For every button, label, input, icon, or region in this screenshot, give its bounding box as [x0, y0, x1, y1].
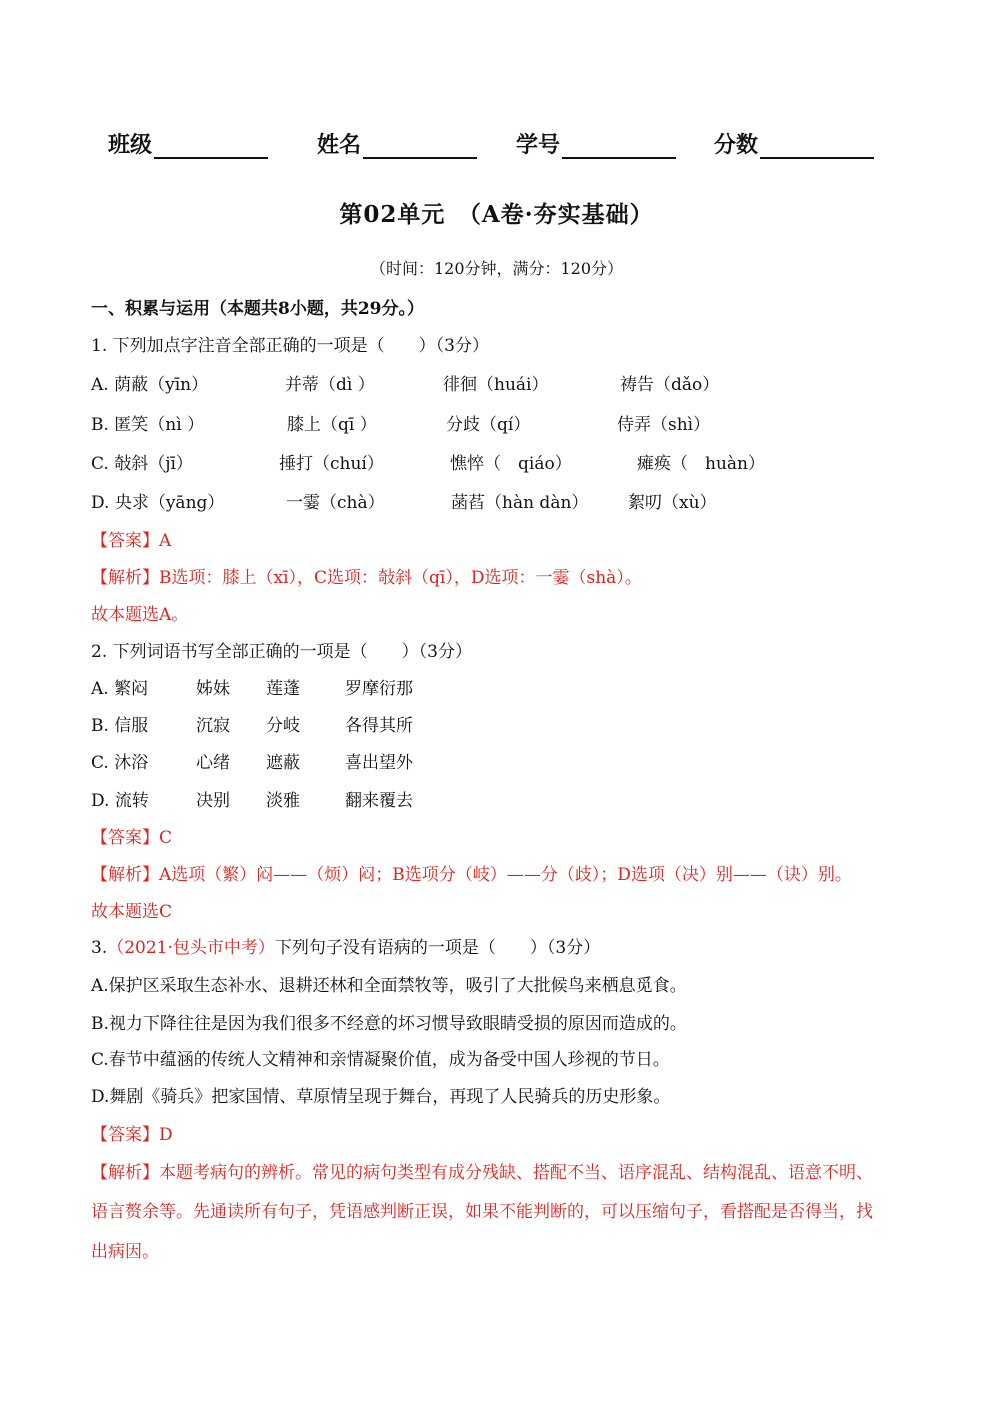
q2-option-d-3: 淡雅 — [266, 791, 300, 811]
number-field — [516, 128, 676, 159]
q2-option-b-1: B. 信服 — [91, 716, 149, 736]
score-blank[interactable] — [760, 131, 874, 159]
q2-option-c-3: 遮蔽 — [266, 753, 300, 773]
class-label: 班级 — [108, 132, 153, 158]
q2-option-a-3: 莲蓬 — [266, 679, 300, 699]
q1-option-d-2: 一霎（chà） — [286, 493, 385, 513]
q2-option-b-4: 各得其所 — [345, 716, 413, 736]
q1-option-d-4: 絮叨（xù） — [628, 493, 717, 513]
page-title: 第02单元 （A卷·夯实基础） — [339, 201, 654, 228]
q2-option-a-4: 罗摩衍那 — [345, 679, 413, 699]
number-blank[interactable] — [562, 131, 676, 159]
question-3-analysis-line-3: 出病因。 — [91, 1242, 159, 1262]
q1-option-d-1: D. 央求（yāng） — [91, 493, 225, 513]
name-blank[interactable] — [363, 131, 477, 159]
exam-time-info: （时间：120分钟，满分：120分） — [369, 259, 624, 278]
q1-option-a-1: A. 荫蔽（yīn） — [91, 375, 209, 395]
q1-option-a-2: 并蒂（dì ） — [285, 375, 375, 395]
question-1-answer: 【答案】A — [91, 531, 172, 551]
q2-option-b-2: 沉寂 — [196, 716, 230, 736]
question-3-number: 3. — [91, 938, 108, 958]
q2-option-c-4: 喜出望外 — [345, 753, 413, 773]
question-1-analysis: 【解析】B选项：膝上（xī），C选项：敧斜（qī），D选项：一霎（shà）。 — [91, 568, 642, 588]
q3-option-b: B.视力下降往往是因为我们很多不经意的坏习惯导致眼睛受损的原因而造成的。 — [91, 1014, 687, 1034]
question-1-conclusion: 故本题选A。 — [91, 605, 189, 625]
q1-option-a-3: 徘徊（huái） — [443, 375, 549, 395]
name-field — [317, 128, 477, 159]
question-3-analysis-line-1: 【解析】本题考病句的辨析。常见的病句类型有成分残缺、搭配不当、语序混乱、结构混乱、语意不明、 — [91, 1163, 873, 1183]
q2-option-c-1: C. 沐浴 — [91, 753, 149, 773]
q1-option-b-4: 侍弄（shì） — [617, 415, 711, 435]
question-1-stem: 1. 下列加点字注音全部正确的一项是（ ）（3分） — [91, 336, 489, 356]
q2-option-c-2: 心绪 — [196, 753, 230, 773]
q1-option-d-3: 菡萏（hàn dàn） — [451, 493, 589, 513]
number-label: 学号 — [516, 132, 561, 158]
question-2-analysis: 【解析】A选项（繁）闷——（烦）闷；B选项分（岐）——分（歧）；D选项（决）别——（诀）别。 — [91, 865, 852, 885]
q2-option-d-2: 决别 — [196, 791, 230, 811]
class-field — [108, 128, 268, 159]
score-field — [714, 128, 874, 159]
class-blank[interactable] — [154, 131, 268, 159]
question-3-text: 下列句子没有语病的一项是（ ）（3分） — [274, 938, 601, 958]
question-3-analysis-line-2: 语言赘余等。先通读所有句子，凭语感判断正误，如果不能判断的，可以压缩句子，看搭配是否得当，找 — [91, 1202, 873, 1222]
q1-option-b-3: 分歧（qí） — [446, 415, 531, 435]
question-2-stem: 2. 下列词语书写全部正确的一项是（ ）（3分） — [91, 642, 472, 662]
q1-option-c-2: 捶打（chuí） — [279, 454, 384, 474]
q2-option-b-3: 分岐 — [266, 716, 300, 736]
score-label: 分数 — [714, 132, 759, 158]
q1-option-c-3: 憔悴（ qiáo） — [450, 454, 572, 474]
q1-option-b-2: 膝上（qī ） — [287, 415, 377, 435]
q2-option-d-1: D. 流转 — [91, 791, 149, 811]
q1-option-c-1: C. 敧斜（jī） — [91, 454, 193, 474]
q1-option-b-1: B. 匿笑（nì ） — [91, 415, 205, 435]
q3-option-d: D.舞剧《骑兵》把家国情、草原情呈现于舞台，再现了人民骑兵的历史形象。 — [91, 1087, 671, 1107]
question-3-stem — [91, 933, 600, 958]
question-2-answer: 【答案】C — [91, 828, 173, 848]
q2-option-a-1: A. 繁闷 — [91, 679, 149, 699]
q1-option-a-4: 祷告（dǎo） — [620, 375, 720, 395]
q1-option-c-4: 瘫痪（ huàn） — [637, 454, 765, 474]
question-2-conclusion: 故本题选C — [91, 902, 173, 922]
q3-option-c: C.春节中蕴涵的传统人文精神和亲情凝聚价值，成为备受中国人珍视的节日。 — [91, 1050, 670, 1070]
q2-option-a-2: 姊妹 — [196, 679, 230, 699]
question-3-answer: 【答案】D — [91, 1125, 173, 1145]
q3-option-a: A.保护区采取生态补水、退耕还林和全面禁牧等，吸引了大批候鸟来栖息觅食。 — [91, 976, 687, 996]
question-3-source: （2021·包头市中考） — [107, 938, 275, 958]
student-info-row — [108, 128, 888, 168]
name-label: 姓名 — [317, 132, 362, 158]
q2-option-d-4: 翻来覆去 — [345, 791, 413, 811]
section-heading: 一、积累与运用（本题共8小题，共29分。） — [91, 299, 424, 319]
